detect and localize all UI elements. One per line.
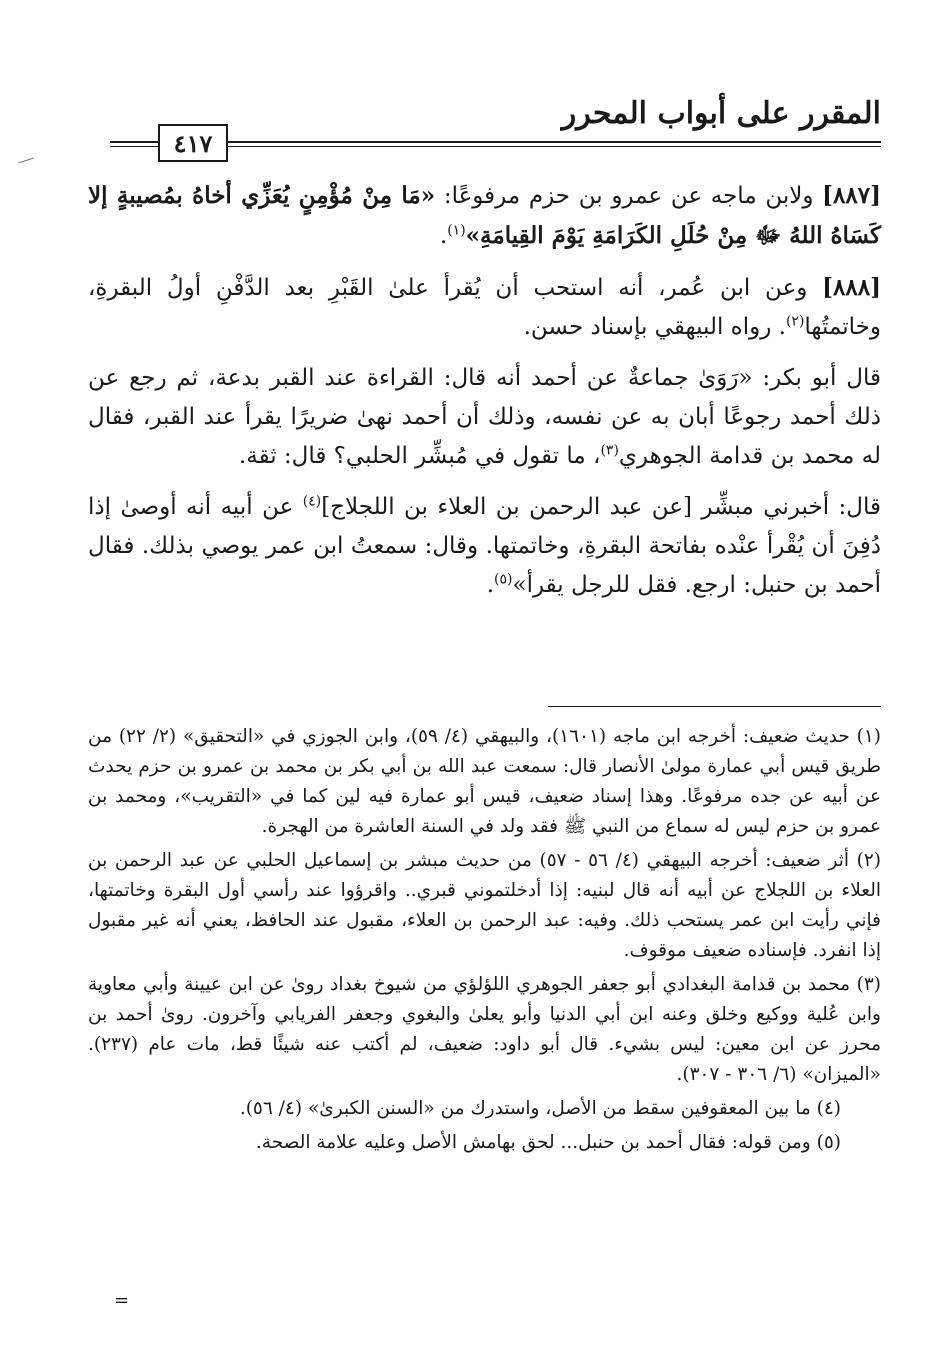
paragraph-text: قال أبو بكر: «رَوَىٰ جماعةٌ عن أحمد أنه قال: القراءة عند القبر بدعة، ثم رجع عن ذلك أحمد رجوعًا أبان به عن نفسه، وذلك أن أحمد نهىٰ ضريرًا يقرأ عند القبر، فقال له محمد بن قدامة الجوهري <box>88 365 881 469</box>
footnote-ref: (١) <box>447 222 466 239</box>
running-title: المقرر على أبواب المحرر <box>561 96 881 131</box>
footnote-1: (١) حديث ضعيف: أخرجه ابن ماجه (١٦٠١)، والبيهقي (٤/ ٥٩)، وابن الجوزي في «التحقيق» (٢/ ٢٢) من طريق قيس أبي عمارة مولىٰ الأنصار قال: سمعت عبد الله بن أبي بكر بن محمد بن عمرو بن حزم يحدث عن أبيه عن جده مرفوعًا. وهذا إسناد ضعيف، قيس أبو عمارة فيه لين كما في «التقريب»، ومحمد بن عمرو بن حزم ليس له سماع من النبي ﷺ فقد ولد في السنة العاشرة من الهجرة. <box>88 726 881 837</box>
paragraph-text: وعن ابن عُمر، أنه استحب أن يُقرأ علىٰ القَبْرِ بعد الدَّفْنِ أولُ البقرةِ، وخاتمتُها <box>88 275 881 340</box>
paragraph-abu-bakr <box>88 359 881 476</box>
paragraph-text: . رواه البيهقي بإسناد حسن. <box>523 314 786 340</box>
footnote-ref: (٢) <box>785 313 805 330</box>
hadith-number: [٨٨٨] <box>822 274 881 301</box>
hadith-quote: «مَا مِنْ مُؤْمِنٍ يُعَزِّي أخاهُ بمُصيبةٍ إلا كَسَاهُ اللهُ ﷻ مِنْ حُلَلِ الكَرَامَةِ يَوْمَ القِيامَةِ» <box>88 182 881 249</box>
paragraph-text: ، ما تقول في مُبشِّر الحلبي؟ قال: ثقة. <box>238 443 601 469</box>
main-text <box>88 176 881 617</box>
footnote-3: (٣) محمد بن قدامة البغدادي أبو جعفر الجوهري اللؤلؤي من شيوخ بغداد روىٰ عن ابن عيينة وأبي معاوية وابن عُلية ووكيع وخلق وعنه ابن أبي الدنيا وأبو يعلىٰ والبغوي وجعفر الفريابي وآخرون. روىٰ أحمد بن محرز عن ابن معين: ليس بشيء. قال أبو داود: ضعيف، لم أكتب عنه شيئًا قط، مات عام (٢٣٧). «الميزان» (٦/ ٣٠٦ - ٣٠٧). <box>88 974 881 1085</box>
footnote-4: (٤) ما بين المعقوفين سقط من الأصل، واستدرك من «السنن الكبرىٰ» (٤/ ٥٦). <box>239 1098 841 1119</box>
continuation-mark: = <box>114 1290 130 1311</box>
footnotes <box>88 722 881 1162</box>
footnote-5: (٥) ومن قوله: فقال أحمد بن حنبل... لحق بهامش الأصل وعليه علامة الصحة. <box>255 1132 841 1153</box>
footnote-ref: (٣) <box>600 442 619 459</box>
paragraph-text: ولابن ماجه عن عمرو بن حزم مرفوعًا: <box>435 183 823 209</box>
paragraph-text: . <box>439 223 448 249</box>
page-number: ٤١٧ <box>158 124 228 162</box>
footnote-ref: (٥) <box>494 571 513 588</box>
footnote-separator <box>548 706 881 707</box>
margin-mark <box>18 158 34 164</box>
paragraph-888 <box>88 268 881 347</box>
paragraph-text: عن أبيه أنه أوصىٰ إذا دُفِنَ أن يُقْرأ عنْده بفاتحة البقرةِ، وخاتمتها. وقال: سمعتُ ابن عمر يوصي بذلك. فقال أحمد بن حنبل: ارجع. فقل للرجل يقرأ» <box>88 494 881 598</box>
hadith-number: [٨٨٧] <box>822 182 881 209</box>
paragraph-text: . <box>486 572 495 598</box>
paragraph-887 <box>88 176 881 256</box>
paragraph-text: قال: أخبرني مبشِّر [عن عبد الرحمن بن العلاء بن اللجلاج] <box>321 494 881 520</box>
paragraph-mubashir <box>88 488 881 605</box>
footnote-2: (٢) أثر ضعيف: أخرجه البيهقي (٤/ ٥٦ - ٥٧) من حديث مبشر بن إسماعيل الحلبي عن عبد الرحمن بن العلاء بن اللجلاج عن أبيه أنه قال لبنيه: إذا أدخلتموني قبري.. واقرؤوا عند رأسي أول البقرة وخاتمتها، فإني رأيت ابن عمر يستحب ذلك. وفيه: عبد الرحمن بن العلاء، مقبول عند الحافظ، يعني أنه غير مقبول إذا انفرد. فإسناده ضعيف موقوف. <box>88 850 882 961</box>
footnote-ref: (٤) <box>302 493 322 510</box>
